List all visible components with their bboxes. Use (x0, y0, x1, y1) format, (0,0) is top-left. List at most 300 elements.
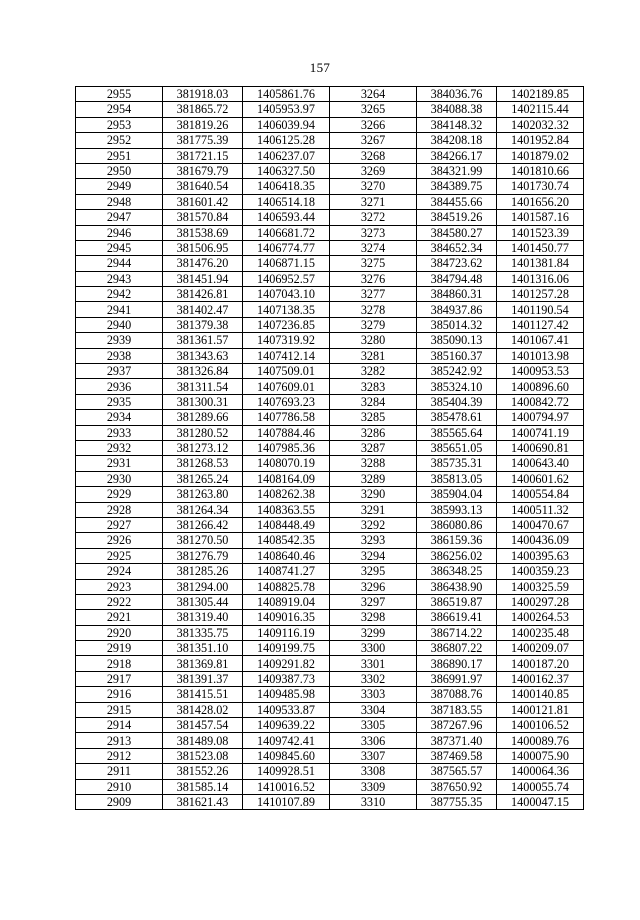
y-coord-left-cell: 1407985.36 (243, 440, 330, 455)
table-row (76, 102, 584, 117)
x-coord-right-cell: 385651.05 (417, 440, 497, 455)
y-coord-left-cell: 1407884.46 (243, 425, 330, 440)
y-coord-right-cell: 1400047.15 (497, 794, 584, 809)
table-row (76, 148, 584, 163)
y-coord-left-cell: 1409116.19 (243, 625, 330, 640)
x-coord-right-cell: 386890.17 (417, 656, 497, 671)
table-row (76, 487, 584, 502)
x-coord-left-cell: 381280.52 (163, 425, 243, 440)
y-coord-right-cell: 1400643.40 (497, 456, 584, 471)
y-coord-left-cell: 1408741.27 (243, 564, 330, 579)
x-coord-left-cell: 381379.38 (163, 317, 243, 332)
x-coord-left-cell: 381415.51 (163, 687, 243, 702)
point-id-right-cell: 3309 (330, 779, 417, 794)
x-coord-right-cell: 384860.31 (417, 287, 497, 302)
x-coord-right-cell: 387755.35 (417, 794, 497, 809)
x-coord-left-cell: 381476.20 (163, 256, 243, 271)
point-id-left-cell: 2916 (76, 687, 163, 702)
x-coord-right-cell: 387183.55 (417, 702, 497, 717)
table-row (76, 564, 584, 579)
y-coord-right-cell: 1400162.37 (497, 671, 584, 686)
x-coord-left-cell: 381585.14 (163, 779, 243, 794)
x-coord-right-cell: 386080.86 (417, 517, 497, 532)
point-id-left-cell: 2913 (76, 733, 163, 748)
x-coord-right-cell: 386519.87 (417, 594, 497, 609)
y-coord-right-cell: 1400953.53 (497, 364, 584, 379)
page-number: 157 (309, 60, 331, 75)
point-id-left-cell: 2912 (76, 748, 163, 763)
y-coord-left-cell: 1406514.18 (243, 194, 330, 209)
x-coord-left-cell: 381289.66 (163, 410, 243, 425)
y-coord-left-cell: 1409639.22 (243, 718, 330, 733)
y-coord-left-cell: 1406774.77 (243, 240, 330, 255)
y-coord-right-cell: 1400121.81 (497, 702, 584, 717)
x-coord-right-cell: 387088.76 (417, 687, 497, 702)
point-id-right-cell: 3310 (330, 794, 417, 809)
point-id-right-cell: 3283 (330, 379, 417, 394)
y-coord-right-cell: 1401067.41 (497, 333, 584, 348)
y-coord-left-cell: 1409485.98 (243, 687, 330, 702)
y-coord-right-cell: 1400554.84 (497, 487, 584, 502)
x-coord-right-cell: 384389.75 (417, 179, 497, 194)
x-coord-right-cell: 387371.40 (417, 733, 497, 748)
y-coord-left-cell: 1406327.50 (243, 163, 330, 178)
point-id-right-cell: 3304 (330, 702, 417, 717)
table-row (76, 133, 584, 148)
y-coord-left-cell: 1408363.55 (243, 502, 330, 517)
point-id-right-cell: 3291 (330, 502, 417, 517)
point-id-left-cell: 2937 (76, 364, 163, 379)
y-coord-right-cell: 1402115.44 (497, 102, 584, 117)
table-row (76, 656, 584, 671)
table-row (76, 410, 584, 425)
x-coord-right-cell: 384036.76 (417, 87, 497, 102)
y-coord-left-cell: 1409291.82 (243, 656, 330, 671)
x-coord-left-cell: 381457.54 (163, 718, 243, 733)
y-coord-right-cell: 1400794.97 (497, 410, 584, 425)
point-id-left-cell: 2936 (76, 379, 163, 394)
point-id-right-cell: 3295 (330, 564, 417, 579)
y-coord-right-cell: 1401879.02 (497, 148, 584, 163)
y-coord-right-cell: 1400064.36 (497, 764, 584, 779)
table-row (76, 240, 584, 255)
point-id-left-cell: 2953 (76, 117, 163, 132)
x-coord-left-cell: 381263.80 (163, 487, 243, 502)
x-coord-right-cell: 385478.61 (417, 410, 497, 425)
x-coord-left-cell: 381266.42 (163, 517, 243, 532)
table-row (76, 456, 584, 471)
x-coord-right-cell: 384266.17 (417, 148, 497, 163)
point-id-left-cell: 2949 (76, 179, 163, 194)
y-coord-right-cell: 1401810.66 (497, 163, 584, 178)
x-coord-left-cell: 381721.15 (163, 148, 243, 163)
x-coord-left-cell: 381552.26 (163, 764, 243, 779)
y-coord-left-cell: 1407693.23 (243, 394, 330, 409)
x-coord-left-cell: 381538.69 (163, 225, 243, 240)
table-row (76, 733, 584, 748)
point-id-right-cell: 3290 (330, 487, 417, 502)
y-coord-left-cell: 1406681.72 (243, 225, 330, 240)
point-id-left-cell: 2911 (76, 764, 163, 779)
y-coord-left-cell: 1409533.87 (243, 702, 330, 717)
table-row (76, 533, 584, 548)
y-coord-right-cell: 1400264.53 (497, 610, 584, 625)
point-id-right-cell: 3267 (330, 133, 417, 148)
y-coord-right-cell: 1401013.98 (497, 348, 584, 363)
point-id-left-cell: 2914 (76, 718, 163, 733)
point-id-left-cell: 2919 (76, 641, 163, 656)
y-coord-left-cell: 1406418.35 (243, 179, 330, 194)
table-row (76, 163, 584, 178)
table-row (76, 764, 584, 779)
y-coord-left-cell: 1407609.01 (243, 379, 330, 394)
x-coord-right-cell: 384723.62 (417, 256, 497, 271)
table-row (76, 394, 584, 409)
point-id-right-cell: 3300 (330, 641, 417, 656)
y-coord-right-cell: 1400359.23 (497, 564, 584, 579)
x-coord-right-cell: 387267.96 (417, 718, 497, 733)
table-row (76, 271, 584, 286)
x-coord-right-cell: 385993.13 (417, 502, 497, 517)
point-id-left-cell: 2943 (76, 271, 163, 286)
table-row (76, 179, 584, 194)
point-id-left-cell: 2955 (76, 87, 163, 102)
table-row (76, 364, 584, 379)
x-coord-left-cell: 381311.54 (163, 379, 243, 394)
x-coord-left-cell: 381523.08 (163, 748, 243, 763)
y-coord-left-cell: 1406952.57 (243, 271, 330, 286)
point-id-left-cell: 2909 (76, 794, 163, 809)
y-coord-left-cell: 1408825.78 (243, 579, 330, 594)
y-coord-left-cell: 1407138.35 (243, 302, 330, 317)
point-id-right-cell: 3287 (330, 440, 417, 455)
point-id-right-cell: 3301 (330, 656, 417, 671)
point-id-right-cell: 3277 (330, 287, 417, 302)
y-coord-right-cell: 1400470.67 (497, 517, 584, 532)
x-coord-left-cell: 381305.44 (163, 594, 243, 609)
x-coord-right-cell: 384519.26 (417, 210, 497, 225)
x-coord-right-cell: 385014.32 (417, 317, 497, 332)
x-coord-right-cell: 384455.66 (417, 194, 497, 209)
y-coord-left-cell: 1409387.73 (243, 671, 330, 686)
x-coord-left-cell: 381570.84 (163, 210, 243, 225)
x-coord-right-cell: 385735.31 (417, 456, 497, 471)
x-coord-right-cell: 385242.92 (417, 364, 497, 379)
point-id-left-cell: 2940 (76, 317, 163, 332)
x-coord-right-cell: 384580.27 (417, 225, 497, 240)
table-row (76, 471, 584, 486)
x-coord-right-cell: 386159.36 (417, 533, 497, 548)
point-id-left-cell: 2928 (76, 502, 163, 517)
point-id-left-cell: 2925 (76, 548, 163, 563)
x-coord-right-cell: 385160.37 (417, 348, 497, 363)
x-coord-right-cell: 385904.04 (417, 487, 497, 502)
y-coord-right-cell: 1401523.39 (497, 225, 584, 240)
point-id-left-cell: 2910 (76, 779, 163, 794)
point-id-left-cell: 2950 (76, 163, 163, 178)
x-coord-left-cell: 381264.34 (163, 502, 243, 517)
x-coord-right-cell: 386619.41 (417, 610, 497, 625)
point-id-left-cell: 2918 (76, 656, 163, 671)
x-coord-right-cell: 385324.10 (417, 379, 497, 394)
x-coord-right-cell: 385565.64 (417, 425, 497, 440)
y-coord-left-cell: 1409199.75 (243, 641, 330, 656)
point-id-left-cell: 2948 (76, 194, 163, 209)
point-id-left-cell: 2952 (76, 133, 163, 148)
y-coord-right-cell: 1401656.20 (497, 194, 584, 209)
y-coord-left-cell: 1409742.41 (243, 733, 330, 748)
y-coord-right-cell: 1401190.54 (497, 302, 584, 317)
x-coord-left-cell: 381319.40 (163, 610, 243, 625)
y-coord-right-cell: 1401127.42 (497, 317, 584, 332)
x-coord-right-cell: 386256.02 (417, 548, 497, 563)
y-coord-right-cell: 1400235.48 (497, 625, 584, 640)
table-row (76, 256, 584, 271)
point-id-right-cell: 3299 (330, 625, 417, 640)
point-id-right-cell: 3269 (330, 163, 417, 178)
table-row (76, 287, 584, 302)
table-row (76, 194, 584, 209)
point-id-left-cell: 2944 (76, 256, 163, 271)
point-id-right-cell: 3289 (330, 471, 417, 486)
y-coord-left-cell: 1407412.14 (243, 348, 330, 363)
x-coord-left-cell: 381268.53 (163, 456, 243, 471)
y-coord-right-cell: 1400842.72 (497, 394, 584, 409)
x-coord-left-cell: 381270.50 (163, 533, 243, 548)
table-row (76, 210, 584, 225)
point-id-left-cell: 2933 (76, 425, 163, 440)
table-row (76, 594, 584, 609)
table-row (76, 225, 584, 240)
x-coord-right-cell: 387650.92 (417, 779, 497, 794)
point-id-left-cell: 2915 (76, 702, 163, 717)
x-coord-left-cell: 381265.24 (163, 471, 243, 486)
table-row (76, 502, 584, 517)
table-row (76, 625, 584, 640)
y-coord-right-cell: 1400896.60 (497, 379, 584, 394)
y-coord-right-cell: 1400690.81 (497, 440, 584, 455)
point-id-right-cell: 3281 (330, 348, 417, 363)
point-id-left-cell: 2917 (76, 671, 163, 686)
point-id-right-cell: 3307 (330, 748, 417, 763)
point-id-right-cell: 3298 (330, 610, 417, 625)
y-coord-right-cell: 1400601.62 (497, 471, 584, 486)
point-id-right-cell: 3306 (330, 733, 417, 748)
point-id-left-cell: 2939 (76, 333, 163, 348)
point-id-left-cell: 2934 (76, 410, 163, 425)
y-coord-left-cell: 1408164.09 (243, 471, 330, 486)
y-coord-left-cell: 1408070.19 (243, 456, 330, 471)
point-id-right-cell: 3292 (330, 517, 417, 532)
table-row (76, 425, 584, 440)
point-id-left-cell: 2931 (76, 456, 163, 471)
point-id-right-cell: 3272 (330, 210, 417, 225)
x-coord-left-cell: 381428.02 (163, 702, 243, 717)
point-id-right-cell: 3264 (330, 87, 417, 102)
y-coord-right-cell: 1400436.09 (497, 533, 584, 548)
y-coord-right-cell: 1402032.32 (497, 117, 584, 132)
y-coord-left-cell: 1408448.49 (243, 517, 330, 532)
table-row (76, 317, 584, 332)
point-id-right-cell: 3296 (330, 579, 417, 594)
point-id-right-cell: 3275 (330, 256, 417, 271)
y-coord-left-cell: 1407319.92 (243, 333, 330, 348)
x-coord-left-cell: 381601.42 (163, 194, 243, 209)
y-coord-right-cell: 1400140.85 (497, 687, 584, 702)
table-row (76, 579, 584, 594)
point-id-right-cell: 3266 (330, 117, 417, 132)
x-coord-left-cell: 381335.75 (163, 625, 243, 640)
point-id-left-cell: 2920 (76, 625, 163, 640)
x-coord-right-cell: 384208.18 (417, 133, 497, 148)
x-coord-right-cell: 385813.05 (417, 471, 497, 486)
point-id-left-cell: 2946 (76, 225, 163, 240)
point-id-left-cell: 2942 (76, 287, 163, 302)
x-coord-left-cell: 381918.03 (163, 87, 243, 102)
table-row (76, 379, 584, 394)
y-coord-left-cell: 1406125.28 (243, 133, 330, 148)
point-id-left-cell: 2938 (76, 348, 163, 363)
x-coord-left-cell: 381285.26 (163, 564, 243, 579)
x-coord-left-cell: 381865.72 (163, 102, 243, 117)
table-row (76, 517, 584, 532)
point-id-left-cell: 2921 (76, 610, 163, 625)
table-row (76, 348, 584, 363)
table-row (76, 117, 584, 132)
x-coord-left-cell: 381489.08 (163, 733, 243, 748)
x-coord-left-cell: 381426.81 (163, 287, 243, 302)
x-coord-left-cell: 381506.95 (163, 240, 243, 255)
point-id-left-cell: 2926 (76, 533, 163, 548)
point-id-right-cell: 3282 (330, 364, 417, 379)
x-coord-left-cell: 381369.81 (163, 656, 243, 671)
point-id-right-cell: 3302 (330, 671, 417, 686)
table-row (76, 548, 584, 563)
y-coord-right-cell: 1401450.77 (497, 240, 584, 255)
point-id-left-cell: 2935 (76, 394, 163, 409)
y-coord-left-cell: 1407509.01 (243, 364, 330, 379)
coordinates-table-body (76, 87, 584, 810)
point-id-right-cell: 3305 (330, 718, 417, 733)
point-id-right-cell: 3265 (330, 102, 417, 117)
y-coord-right-cell: 1400395.63 (497, 548, 584, 563)
y-coord-left-cell: 1406871.15 (243, 256, 330, 271)
point-id-right-cell: 3308 (330, 764, 417, 779)
point-id-left-cell: 2924 (76, 564, 163, 579)
y-coord-left-cell: 1406237.07 (243, 148, 330, 163)
table-row (76, 671, 584, 686)
table-row (76, 794, 584, 809)
x-coord-right-cell: 385404.39 (417, 394, 497, 409)
y-coord-left-cell: 1409845.60 (243, 748, 330, 763)
point-id-left-cell: 2951 (76, 148, 163, 163)
y-coord-left-cell: 1409928.51 (243, 764, 330, 779)
table-row (76, 610, 584, 625)
point-id-right-cell: 3278 (330, 302, 417, 317)
x-coord-left-cell: 381351.10 (163, 641, 243, 656)
point-id-left-cell: 2954 (76, 102, 163, 117)
y-coord-left-cell: 1407236.85 (243, 317, 330, 332)
point-id-right-cell: 3293 (330, 533, 417, 548)
point-id-left-cell: 2927 (76, 517, 163, 532)
y-coord-left-cell: 1408919.04 (243, 594, 330, 609)
point-id-right-cell: 3297 (330, 594, 417, 609)
x-coord-left-cell: 381343.63 (163, 348, 243, 363)
y-coord-right-cell: 1400297.28 (497, 594, 584, 609)
y-coord-right-cell: 1400209.07 (497, 641, 584, 656)
point-id-right-cell: 3294 (330, 548, 417, 563)
table-row (76, 333, 584, 348)
y-coord-right-cell: 1400106.52 (497, 718, 584, 733)
x-coord-right-cell: 385090.13 (417, 333, 497, 348)
table-row (76, 702, 584, 717)
x-coord-right-cell: 386991.97 (417, 671, 497, 686)
point-id-right-cell: 3288 (330, 456, 417, 471)
y-coord-left-cell: 1409016.35 (243, 610, 330, 625)
y-coord-left-cell: 1406593.44 (243, 210, 330, 225)
y-coord-right-cell: 1400187.20 (497, 656, 584, 671)
y-coord-right-cell: 1400325.59 (497, 579, 584, 594)
y-coord-right-cell: 1401952.84 (497, 133, 584, 148)
point-id-right-cell: 3274 (330, 240, 417, 255)
x-coord-left-cell: 381402.47 (163, 302, 243, 317)
coordinates-table (75, 86, 584, 810)
point-id-left-cell: 2922 (76, 594, 163, 609)
y-coord-left-cell: 1410107.89 (243, 794, 330, 809)
y-coord-right-cell: 1401257.28 (497, 287, 584, 302)
point-id-left-cell: 2929 (76, 487, 163, 502)
table-row (76, 87, 584, 102)
point-id-left-cell: 2945 (76, 240, 163, 255)
y-coord-right-cell: 1400055.74 (497, 779, 584, 794)
point-id-left-cell: 2930 (76, 471, 163, 486)
x-coord-left-cell: 381361.57 (163, 333, 243, 348)
x-coord-right-cell: 386438.90 (417, 579, 497, 594)
x-coord-right-cell: 384321.99 (417, 163, 497, 178)
x-coord-right-cell: 384937.86 (417, 302, 497, 317)
y-coord-right-cell: 1400511.32 (497, 502, 584, 517)
point-id-right-cell: 3286 (330, 425, 417, 440)
x-coord-left-cell: 381451.94 (163, 271, 243, 286)
point-id-right-cell: 3271 (330, 194, 417, 209)
x-coord-left-cell: 381294.00 (163, 579, 243, 594)
x-coord-left-cell: 381775.39 (163, 133, 243, 148)
x-coord-left-cell: 381640.54 (163, 179, 243, 194)
point-id-left-cell: 2947 (76, 210, 163, 225)
y-coord-left-cell: 1407786.58 (243, 410, 330, 425)
x-coord-left-cell: 381819.26 (163, 117, 243, 132)
point-id-right-cell: 3280 (330, 333, 417, 348)
x-coord-right-cell: 386348.25 (417, 564, 497, 579)
x-coord-left-cell: 381621.43 (163, 794, 243, 809)
point-id-right-cell: 3279 (330, 317, 417, 332)
table-row (76, 440, 584, 455)
x-coord-right-cell: 387565.57 (417, 764, 497, 779)
table-row (76, 641, 584, 656)
point-id-right-cell: 3270 (330, 179, 417, 194)
point-id-right-cell: 3273 (330, 225, 417, 240)
x-coord-left-cell: 381276.79 (163, 548, 243, 563)
table-row (76, 748, 584, 763)
y-coord-right-cell: 1400075.90 (497, 748, 584, 763)
table-row (76, 687, 584, 702)
x-coord-right-cell: 386714.22 (417, 625, 497, 640)
y-coord-left-cell: 1405953.97 (243, 102, 330, 117)
y-coord-right-cell: 1401381.84 (497, 256, 584, 271)
y-coord-right-cell: 1401730.74 (497, 179, 584, 194)
x-coord-right-cell: 384088.38 (417, 102, 497, 117)
table-row (76, 718, 584, 733)
